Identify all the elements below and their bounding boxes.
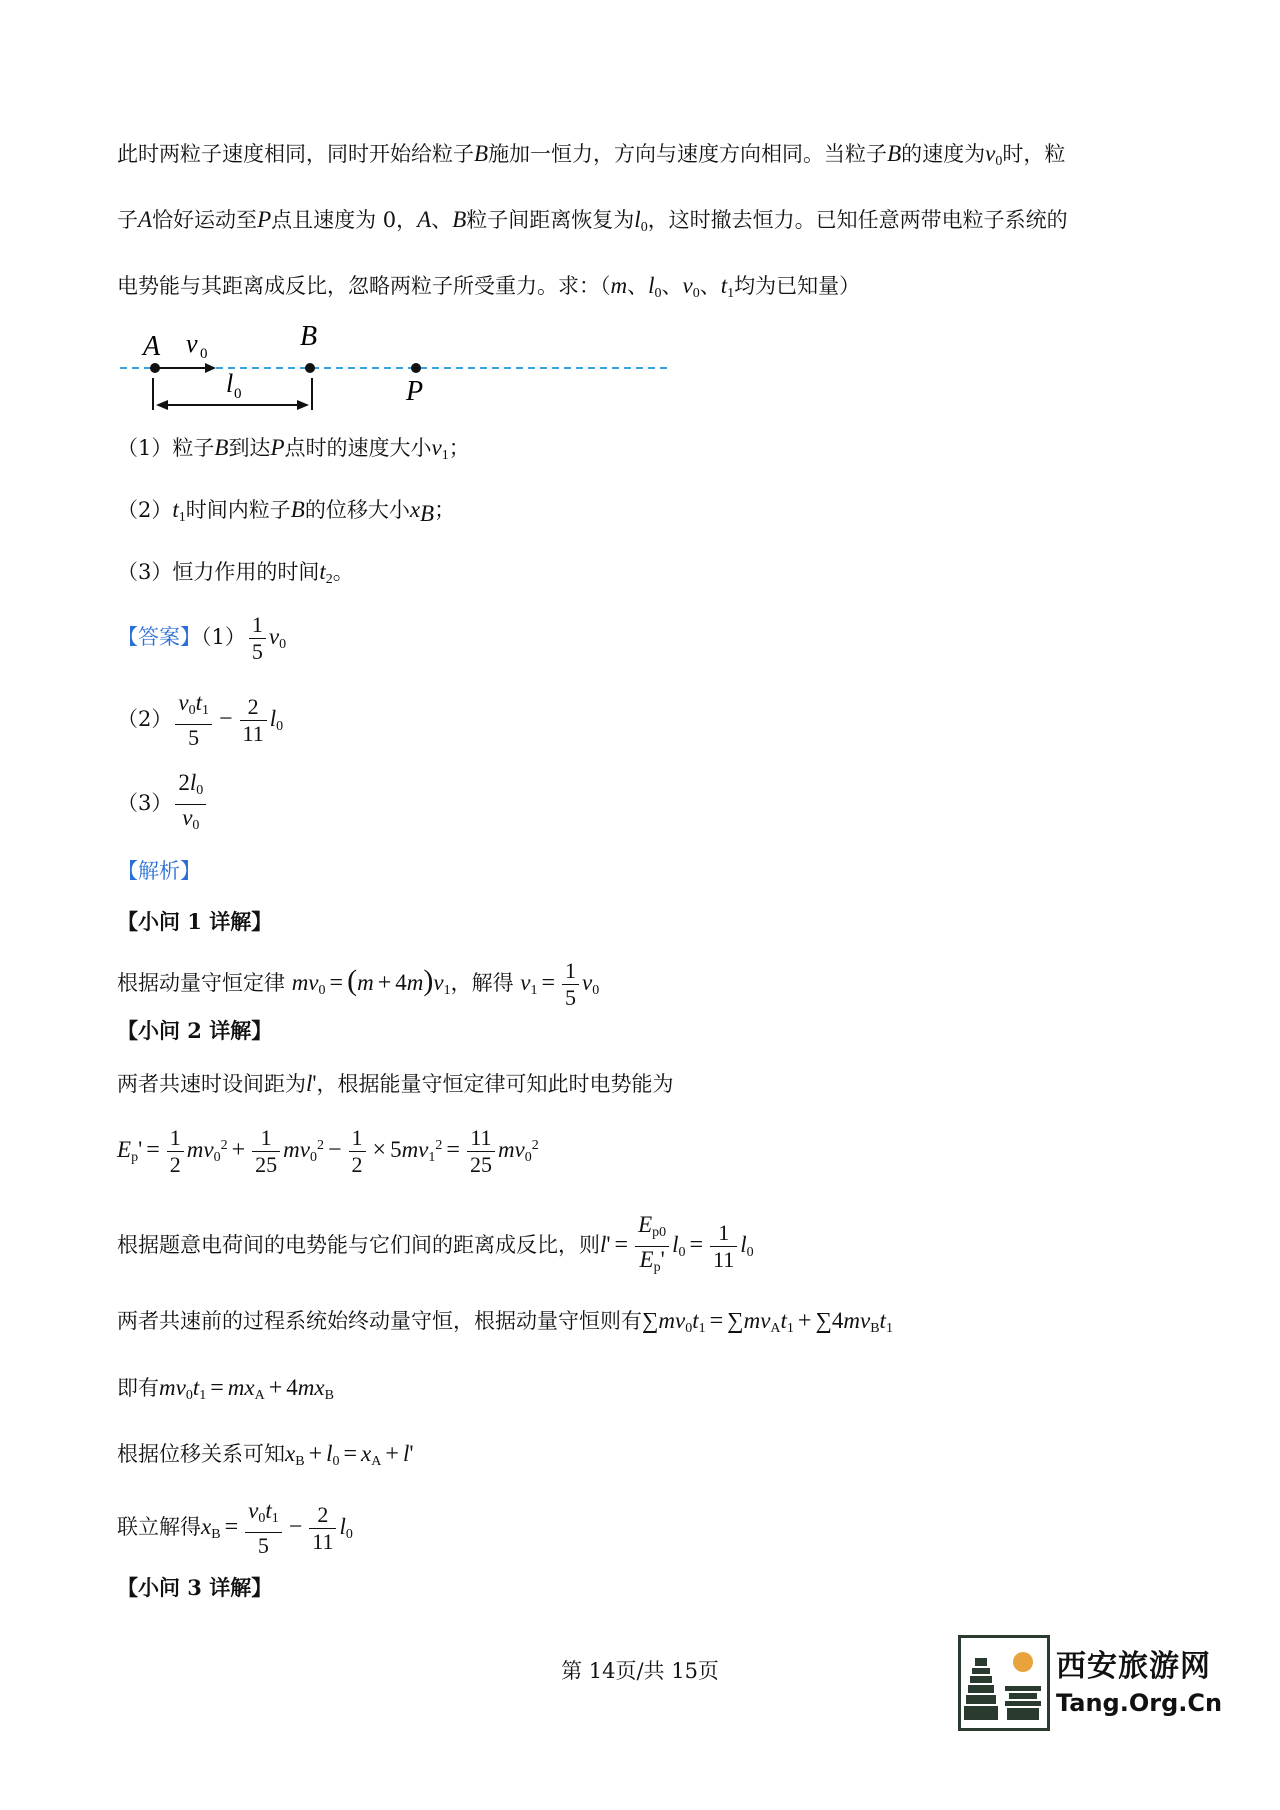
- analysis-step-2-displacement: 根据位移关系可知$x_B + l_0 = x_A + l'$: [117, 1441, 414, 1469]
- analysis-step-1: 根据动量守恒定律 $mv_0 = (m + 4m)v_1$，解得 $v_1$ = $\frac{1}{5}$ $v_0$: [117, 958, 600, 1010]
- label-p: P: [406, 376, 424, 407]
- sub-question-1-heading: 【小问 1 详解】: [117, 909, 273, 934]
- site-logo[interactable]: [958, 1635, 1258, 1735]
- answer-3: （3） $\frac{2l_0}{v_0}$: [117, 770, 1177, 839]
- analysis-tag: 【解析】: [117, 859, 201, 883]
- label-v0: v: [186, 329, 198, 358]
- svg-text:0: 0: [200, 346, 208, 362]
- answer-tag: 【答案】: [117, 625, 201, 649]
- logo-title: 西安旅游网: [1056, 1649, 1211, 1684]
- motion-figure: [110, 320, 690, 410]
- question-1: （1）粒子B到达P点时的速度大小$v_1$；: [117, 435, 470, 463]
- problem-line-2: 子A恰好运动至P点且速度为 0，A、B粒子间距离恢复为$l_0$，这时撤去恒力。已知任意两带电粒子系统的: [117, 207, 1068, 235]
- label-a: A: [143, 331, 161, 362]
- problem-line-3: 电势能与其距离成反比，忽略两粒子所受重力。求：（m、$l_0$、$v_0$、$t_1$均为已知量）: [117, 273, 861, 301]
- sub-question-2-heading: 【小问 2 详解】: [117, 1018, 273, 1043]
- particle-b-dot: [305, 363, 315, 373]
- analysis-step-2-text: 两者共速时设间距为l'，根据能量守恒定律可知此时电势能为: [117, 1071, 674, 1096]
- analysis-step-2-momentum: 两者共速前的过程系统始终动量守恒，根据动量守恒则有$\sum mv_0t_1 = \sum mv_At_1 + \sum 4mv_Bt_1$: [117, 1308, 893, 1336]
- dimension-arrow-left: [156, 400, 168, 410]
- answer-1: 【答案】（1） $\frac{1}{5}$ $v_0$: [117, 612, 287, 664]
- analysis-step-2-solution: 联立解得$x_B$ = $\frac{v_0t_1}{5}$ − $\frac{2}{11}$ $l_0$: [117, 1498, 353, 1558]
- svg-text:0: 0: [234, 386, 242, 402]
- analysis-energy-equation: $E_p'$ = $\frac{1}{2}$ $mv_0^2$ + $\frac{1}{25}$ $mv_0^2$ − $\frac{1}{2}$ × $5mv_1^2$ = $\frac{11}{25}$ $mv_0^2$: [117, 1125, 539, 1177]
- label-b: B: [300, 321, 318, 352]
- label-l0: l: [226, 369, 234, 398]
- sub-question-3-heading: 【小问 3 详解】: [117, 1575, 273, 1600]
- point-p-dot: [411, 363, 421, 373]
- analysis-step-2-result: 即有$mv_0t_1 = mx_A + 4mx_B$: [117, 1375, 334, 1403]
- question-2: $(2)t_1$时间内粒子B的位移大小$x_B$；: [117, 497, 456, 526]
- pagoda-icon: [961, 1638, 1047, 1728]
- logo-url: Tang.Org.Cn: [1056, 1689, 1223, 1717]
- logo-frame: [958, 1635, 1050, 1731]
- velocity-arrow-head: [205, 363, 216, 373]
- question-3: （3）恒力作用的时间$t_2$。: [117, 559, 354, 587]
- analysis-step-2-ratio: 根据题意电荷间的电势能与它们间的距离成反比，则l' = $\frac{E_{p0}}{E_p'}$ $l_0$ = $\frac{1}{11}$ $l_0$: [117, 1212, 754, 1275]
- answer-2: （2） $\frac{v_0t_1}{5}$ − $\frac{2}{11}$ $l_0$: [117, 690, 284, 750]
- problem-line-1: 此时两粒子速度相同，同时开始给粒子B施加一恒力，方向与速度方向相同。当粒子B的速度为$v_0$时，粒: [117, 141, 1066, 169]
- page-number: 第 14页/共 15页: [561, 1659, 719, 1683]
- dimension-arrow-right: [297, 400, 309, 410]
